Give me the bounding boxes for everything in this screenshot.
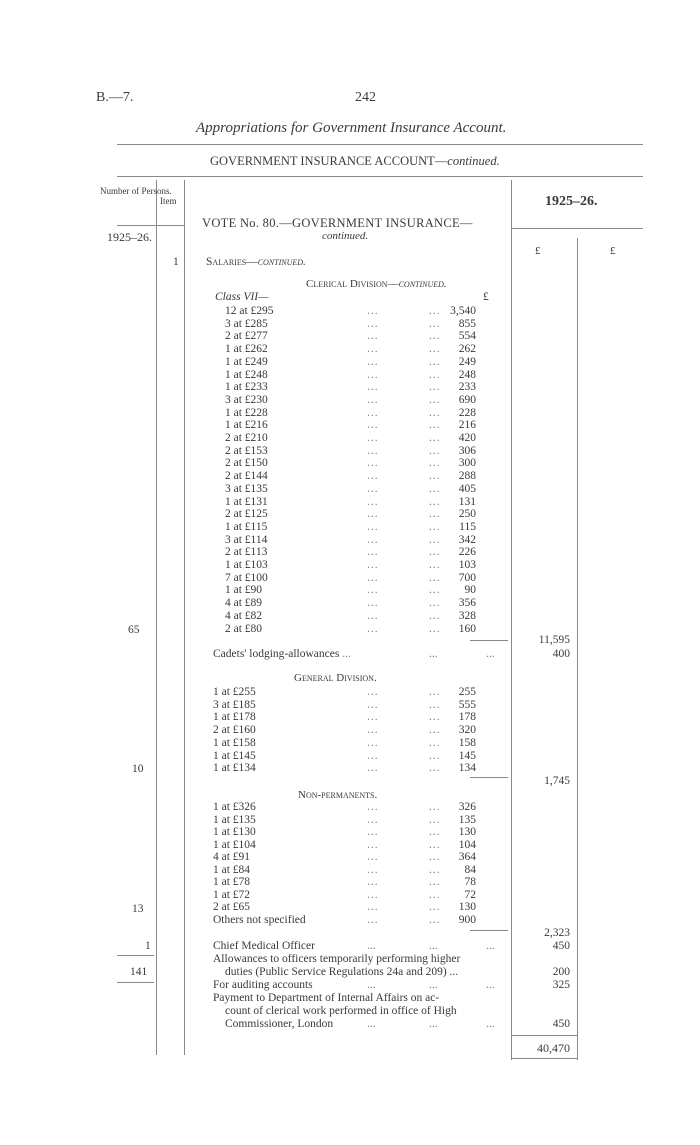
leader-dots: ... bbox=[429, 305, 441, 317]
vote-heading: VOTE No. 80.—GOVERNMENT INSURANCE— bbox=[202, 216, 473, 230]
clerical-row bbox=[0, 407, 700, 420]
leader-dots: ... bbox=[429, 584, 441, 597]
leader-dots: ... bbox=[429, 724, 441, 737]
leader-dots: ... bbox=[367, 711, 379, 724]
nonperm-row bbox=[0, 801, 700, 814]
leader-dots: ... bbox=[429, 571, 441, 584]
payment-line-3: Commissioner, London bbox=[225, 1018, 334, 1030]
leader-dots: ... bbox=[367, 762, 379, 775]
clerical-row-desc: 1 at £249 bbox=[225, 355, 268, 368]
header-rule-left bbox=[117, 225, 184, 226]
general-heading: General Division. bbox=[294, 672, 377, 684]
leader-dots: ... bbox=[429, 533, 441, 546]
leader-dots: ... bbox=[367, 724, 379, 737]
leader-dots: ... bbox=[429, 393, 441, 406]
payment-dots-2: ... bbox=[429, 1018, 438, 1030]
clerical-pound-sign: £ bbox=[483, 291, 489, 303]
grand-total-rule-top bbox=[511, 1035, 577, 1036]
clerical-heading bbox=[306, 278, 447, 290]
clerical-row bbox=[0, 369, 700, 382]
leader-dots: ... bbox=[429, 419, 441, 432]
cmo-dots-2: ... bbox=[429, 940, 438, 952]
clerical-row-amount: 262 bbox=[458, 343, 476, 356]
nonperm-row bbox=[0, 826, 700, 839]
clerical-row-desc: 2 at £113 bbox=[225, 546, 268, 559]
nonperm-row-amount: 135 bbox=[458, 813, 476, 826]
leader-dots: ... bbox=[429, 520, 441, 533]
leader-dots: ... bbox=[367, 508, 379, 521]
leader-dots: ... bbox=[429, 343, 441, 356]
nonperm-row-amount: 326 bbox=[458, 801, 476, 813]
leader-dots: ... bbox=[429, 851, 441, 863]
leader-dots: ... bbox=[429, 698, 441, 711]
document-reference: B.—7. bbox=[96, 90, 134, 105]
leader-dots: ... bbox=[367, 457, 379, 470]
leader-dots: ... bbox=[429, 686, 441, 698]
leader-dots: ... bbox=[429, 330, 441, 343]
general-row-amount: 178 bbox=[458, 711, 476, 724]
leader-dots: ... bbox=[367, 330, 379, 343]
clerical-row bbox=[0, 394, 700, 407]
clerical-row-desc: 1 at £131 bbox=[225, 495, 268, 508]
nonperm-row-desc: 1 at £130 bbox=[213, 826, 256, 838]
nonperm-row-amount: 130 bbox=[458, 826, 476, 838]
pound-sign-col1: £ bbox=[535, 245, 541, 257]
leader-dots: ... bbox=[367, 584, 379, 597]
clerical-row bbox=[0, 330, 700, 343]
clerical-row-desc: 1 at £233 bbox=[225, 381, 268, 394]
nonperm-subtotal: 2,323 bbox=[544, 927, 570, 939]
leader-dots: ... bbox=[429, 913, 441, 926]
leader-dots: ... bbox=[367, 406, 379, 419]
cadets-label bbox=[213, 648, 351, 660]
leader-dots: ... bbox=[367, 686, 379, 698]
clerical-row bbox=[0, 343, 700, 356]
allowances-amount: 200 bbox=[552, 966, 570, 978]
clerical-row bbox=[0, 534, 700, 547]
leader-dots: ... bbox=[367, 749, 379, 762]
leader-dots: ... bbox=[429, 863, 441, 876]
general-row bbox=[0, 762, 700, 775]
clerical-row-amount: 248 bbox=[458, 368, 476, 381]
leader-dots: ... bbox=[429, 457, 441, 470]
clerical-row bbox=[0, 584, 700, 597]
cadets-dots: ... bbox=[339, 648, 351, 660]
nonperm-row-amount: 130 bbox=[458, 901, 476, 913]
clerical-row-desc: 2 at £153 bbox=[225, 444, 268, 457]
leader-dots: ... bbox=[367, 913, 379, 926]
total-persons: 141 bbox=[130, 966, 148, 978]
cadets-text: Cadets' lodging-allowances bbox=[213, 648, 340, 660]
clerical-row-amount: 228 bbox=[458, 406, 476, 419]
leader-dots: ... bbox=[367, 571, 379, 584]
nonperm-persons: 13 bbox=[132, 903, 144, 915]
header-rule-right bbox=[511, 228, 643, 229]
clerical-row-amount: 342 bbox=[458, 533, 476, 546]
persons-column-header: Number of Persons. bbox=[100, 186, 172, 196]
leader-dots: ... bbox=[429, 876, 441, 888]
nonperm-row bbox=[0, 889, 700, 902]
item-number: 1 bbox=[173, 256, 179, 268]
clerical-row-desc: 4 at £82 bbox=[225, 609, 263, 622]
general-row-desc: 1 at £134 bbox=[213, 762, 256, 775]
cadets-dots-end: ... bbox=[486, 648, 495, 660]
vote-heading-cont: continued. bbox=[322, 230, 369, 242]
clerical-row bbox=[0, 610, 700, 623]
clerical-row-desc: 2 at £80 bbox=[225, 622, 263, 635]
general-row-desc: 1 at £255 bbox=[213, 686, 256, 698]
clerical-row-amount: 356 bbox=[458, 597, 476, 610]
leader-dots: ... bbox=[429, 381, 441, 394]
leader-dots: ... bbox=[367, 546, 379, 559]
general-row-desc: 1 at £145 bbox=[213, 749, 256, 762]
cmo-amount: 450 bbox=[552, 940, 570, 952]
general-row-desc: 1 at £178 bbox=[213, 711, 256, 724]
payment-line-1: Payment to Department of Internal Affairs on ac- bbox=[213, 992, 440, 1004]
persons-total-rule-bottom bbox=[117, 982, 154, 983]
leader-dots: ... bbox=[429, 482, 441, 495]
general-row-amount: 158 bbox=[458, 736, 476, 749]
leader-dots: ... bbox=[367, 851, 379, 863]
leader-dots: ... bbox=[367, 393, 379, 406]
clerical-row-amount: 233 bbox=[458, 381, 476, 394]
payment-dots-1: ... bbox=[367, 1018, 376, 1030]
clerical-row-desc: 2 at £144 bbox=[225, 470, 268, 483]
page-number: 242 bbox=[355, 90, 376, 105]
leader-dots: ... bbox=[429, 762, 441, 775]
general-row-amount: 145 bbox=[458, 749, 476, 762]
item-column-header: Item bbox=[160, 196, 177, 206]
clerical-persons: 65 bbox=[128, 624, 140, 636]
leader-dots: ... bbox=[367, 813, 379, 826]
nonperm-row-desc: 1 at £326 bbox=[213, 801, 256, 813]
clerical-row bbox=[0, 445, 700, 458]
leader-dots: ... bbox=[429, 736, 441, 749]
leader-dots: ... bbox=[429, 559, 441, 571]
clerical-row-amount: 300 bbox=[458, 457, 476, 470]
pound-sign-col2: £ bbox=[610, 245, 616, 257]
nonperm-row-desc: 1 at £78 bbox=[213, 876, 251, 888]
grand-total-rule-bottom bbox=[511, 1058, 577, 1059]
audit-dots-1: ... bbox=[367, 979, 376, 991]
leader-dots: ... bbox=[367, 368, 379, 381]
salaries-label: Salaries— bbox=[206, 256, 258, 268]
clerical-row-amount: 855 bbox=[458, 317, 476, 330]
nonperm-sum-rule bbox=[470, 930, 508, 931]
clerical-row-desc: 4 at £89 bbox=[225, 597, 263, 610]
clerical-subtotal: 11,595 bbox=[538, 634, 570, 646]
general-sum-rule bbox=[470, 777, 508, 778]
general-row bbox=[0, 750, 700, 763]
nonperm-row-amount: 104 bbox=[458, 838, 476, 851]
leader-dots: ... bbox=[367, 622, 379, 635]
leader-dots: ... bbox=[429, 597, 441, 610]
clerical-row bbox=[0, 597, 700, 610]
general-row-amount: 555 bbox=[458, 698, 476, 711]
nonperm-row-amount: 72 bbox=[464, 888, 476, 901]
account-heading-main: GOVERNMENT INSURANCE ACCOUNT— bbox=[210, 154, 448, 168]
clerical-row-amount: 226 bbox=[458, 546, 476, 559]
clerical-row-amount: 250 bbox=[458, 508, 476, 521]
leader-dots: ... bbox=[367, 901, 379, 913]
clerical-row bbox=[0, 318, 700, 331]
payment-amount: 450 bbox=[552, 1018, 570, 1030]
clerical-row bbox=[0, 381, 700, 394]
clerical-row-amount: 554 bbox=[458, 330, 476, 343]
persons-total-rule-top bbox=[117, 955, 154, 956]
payment-line-2: count of clerical work performed in office of High bbox=[225, 1005, 457, 1017]
leader-dots: ... bbox=[429, 749, 441, 762]
general-persons: 10 bbox=[132, 763, 144, 775]
nonperm-row-amount: 84 bbox=[464, 863, 476, 876]
general-subtotal: 1,745 bbox=[544, 775, 570, 787]
clerical-row-desc: 3 at £230 bbox=[225, 393, 268, 406]
clerical-row bbox=[0, 356, 700, 369]
nonperm-row-amount: 364 bbox=[458, 851, 476, 863]
nonperm-row-desc: Others not specified bbox=[213, 913, 306, 926]
clerical-row-amount: 306 bbox=[458, 444, 476, 457]
persons-year: 1925–26. bbox=[107, 230, 152, 244]
clerical-row bbox=[0, 470, 700, 483]
leader-dots: ... bbox=[367, 736, 379, 749]
leader-dots: ... bbox=[367, 381, 379, 394]
general-row-desc: 1 at £158 bbox=[213, 736, 256, 749]
salaries-heading bbox=[206, 256, 306, 268]
clerical-row-amount: 420 bbox=[458, 432, 476, 444]
clerical-row-amount: 328 bbox=[458, 609, 476, 622]
clerical-row bbox=[0, 496, 700, 509]
clerical-row-amount: 690 bbox=[458, 393, 476, 406]
grand-total: 40,470 bbox=[537, 1041, 570, 1055]
general-row-amount: 255 bbox=[458, 686, 476, 698]
leader-dots: ... bbox=[429, 355, 441, 368]
clerical-row bbox=[0, 432, 700, 445]
leader-dots: ... bbox=[367, 419, 379, 432]
nonperm-row-desc: 1 at £104 bbox=[213, 838, 256, 851]
class-label: Class VII— bbox=[215, 291, 269, 303]
leader-dots: ... bbox=[367, 838, 379, 851]
leader-dots: ... bbox=[367, 305, 379, 317]
clerical-sum-rule bbox=[470, 640, 508, 641]
clerical-row-amount: 103 bbox=[458, 559, 476, 571]
leader-dots: ... bbox=[429, 826, 441, 838]
clerical-row-amount: 249 bbox=[458, 355, 476, 368]
clerical-row bbox=[0, 572, 700, 585]
allowances-line-1: Allowances to officers temporarily performing higher bbox=[213, 953, 461, 965]
clerical-row-desc: 2 at £210 bbox=[225, 432, 268, 444]
nonperm-row bbox=[0, 839, 700, 852]
leader-dots: ... bbox=[429, 888, 441, 901]
leader-dots: ... bbox=[367, 597, 379, 610]
cmo-dots-1: ... bbox=[367, 940, 376, 952]
leader-dots: ... bbox=[429, 609, 441, 622]
clerical-row-desc: 3 at £285 bbox=[225, 317, 268, 330]
clerical-row-desc: 1 at £228 bbox=[225, 406, 268, 419]
audit-label: For auditing accounts bbox=[213, 979, 313, 991]
cmo-dots-3: ... bbox=[486, 940, 495, 952]
clerical-row-desc: 2 at £125 bbox=[225, 508, 268, 521]
general-row-amount: 134 bbox=[458, 762, 476, 775]
leader-dots: ... bbox=[367, 343, 379, 356]
leader-dots: ... bbox=[429, 470, 441, 483]
clerical-row-desc: 1 at £103 bbox=[225, 559, 268, 571]
clerical-row-amount: 216 bbox=[458, 419, 476, 432]
title-rule bbox=[117, 144, 643, 145]
leader-dots: ... bbox=[429, 368, 441, 381]
clerical-row bbox=[0, 305, 700, 318]
cadets-amount: 400 bbox=[552, 648, 570, 660]
leader-dots: ... bbox=[367, 888, 379, 901]
leader-dots: ... bbox=[367, 863, 379, 876]
clerical-row-amount: 90 bbox=[464, 584, 476, 597]
clerical-row-desc: 3 at £114 bbox=[225, 533, 268, 546]
year-column-header: 1925–26. bbox=[545, 194, 598, 209]
clerical-row-amount: 115 bbox=[459, 520, 476, 533]
clerical-cont: continued. bbox=[398, 278, 447, 290]
audit-amount: 325 bbox=[552, 979, 570, 991]
cmo-persons: 1 bbox=[145, 940, 151, 952]
clerical-row-desc: 1 at £90 bbox=[225, 584, 263, 597]
clerical-row-amount: 3,540 bbox=[450, 305, 476, 317]
page-title: Appropriations for Government Insurance Account. bbox=[196, 120, 507, 136]
allowances-line-2: duties (Public Service Regulations 24a and 209) ... bbox=[225, 966, 459, 978]
leader-dots: ... bbox=[367, 317, 379, 330]
clerical-row-desc: 7 at £100 bbox=[225, 571, 268, 584]
leader-dots: ... bbox=[367, 355, 379, 368]
table-top-rule bbox=[117, 176, 643, 177]
cadets-dots-mid: ... bbox=[429, 648, 438, 660]
leader-dots: ... bbox=[367, 470, 379, 483]
clerical-row bbox=[0, 483, 700, 496]
clerical-row-amount: 700 bbox=[458, 571, 476, 584]
leader-dots: ... bbox=[429, 838, 441, 851]
leader-dots: ... bbox=[367, 444, 379, 457]
clerical-row-desc: 2 at £277 bbox=[225, 330, 268, 343]
leader-dots: ... bbox=[367, 698, 379, 711]
leader-dots: ... bbox=[367, 482, 379, 495]
leader-dots: ... bbox=[367, 520, 379, 533]
leader-dots: ... bbox=[367, 609, 379, 622]
general-row bbox=[0, 737, 700, 750]
clerical-row bbox=[0, 419, 700, 432]
leader-dots: ... bbox=[367, 432, 379, 444]
leader-dots: ... bbox=[429, 495, 441, 508]
clerical-row bbox=[0, 457, 700, 470]
nonperm-row bbox=[0, 864, 700, 877]
clerical-row-amount: 160 bbox=[458, 622, 476, 635]
general-row bbox=[0, 699, 700, 712]
nonperm-heading: Non-permanents. bbox=[298, 789, 378, 801]
nonperm-row-amount: 900 bbox=[458, 913, 476, 926]
leader-dots: ... bbox=[429, 801, 441, 813]
clerical-row bbox=[0, 559, 700, 572]
clerical-row-desc: 1 at £248 bbox=[225, 368, 268, 381]
clerical-row-amount: 131 bbox=[458, 495, 476, 508]
nonperm-row-desc: 4 at £91 bbox=[213, 851, 251, 863]
account-heading bbox=[210, 154, 500, 169]
nonperm-row bbox=[0, 851, 700, 864]
salaries-cont: continued. bbox=[257, 256, 306, 268]
clerical-row-desc: 12 at £295 bbox=[225, 305, 274, 317]
clerical-row bbox=[0, 623, 700, 636]
leader-dots: ... bbox=[367, 495, 379, 508]
general-row-amount: 320 bbox=[458, 724, 476, 737]
clerical-row bbox=[0, 508, 700, 521]
leader-dots: ... bbox=[429, 444, 441, 457]
leader-dots: ... bbox=[367, 533, 379, 546]
nonperm-row-desc: 1 at £84 bbox=[213, 863, 251, 876]
leader-dots: ... bbox=[429, 711, 441, 724]
leader-dots: ... bbox=[429, 317, 441, 330]
cmo-label: Chief Medical Officer bbox=[213, 940, 315, 952]
clerical-row-amount: 288 bbox=[458, 470, 476, 483]
leader-dots: ... bbox=[367, 876, 379, 888]
leader-dots: ... bbox=[429, 546, 441, 559]
clerical-row-desc: 1 at £262 bbox=[225, 343, 268, 356]
leader-dots: ... bbox=[367, 559, 379, 571]
clerical-row-desc: 1 at £216 bbox=[225, 419, 268, 432]
leader-dots: ... bbox=[429, 508, 441, 521]
general-row-desc: 2 at £160 bbox=[213, 724, 256, 737]
leader-dots: ... bbox=[429, 622, 441, 635]
clerical-row-desc: 1 at £115 bbox=[225, 520, 268, 533]
general-row bbox=[0, 711, 700, 724]
nonperm-row bbox=[0, 914, 700, 927]
general-row bbox=[0, 686, 700, 699]
clerical-row-desc: 2 at £150 bbox=[225, 457, 268, 470]
leader-dots: ... bbox=[429, 406, 441, 419]
nonperm-row-desc: 1 at £135 bbox=[213, 813, 256, 826]
general-row bbox=[0, 724, 700, 737]
clerical-row-desc: 3 at £135 bbox=[225, 482, 268, 495]
leader-dots: ... bbox=[367, 801, 379, 813]
leader-dots: ... bbox=[429, 901, 441, 913]
leader-dots: ... bbox=[429, 813, 441, 826]
nonperm-row bbox=[0, 876, 700, 889]
leader-dots: ... bbox=[429, 432, 441, 444]
clerical-row bbox=[0, 546, 700, 559]
nonperm-row-amount: 78 bbox=[464, 876, 476, 888]
general-row-desc: 3 at £185 bbox=[213, 698, 256, 711]
nonperm-row bbox=[0, 901, 700, 914]
clerical-row bbox=[0, 521, 700, 534]
clerical-label: Clerical Division— bbox=[306, 278, 399, 290]
payment-dots-3: ... bbox=[486, 1018, 495, 1030]
account-heading-cont: continued. bbox=[447, 154, 500, 168]
nonperm-row-desc: 1 at £72 bbox=[213, 888, 251, 901]
leader-dots: ... bbox=[367, 826, 379, 838]
audit-dots-3: ... bbox=[486, 979, 495, 991]
clerical-row-amount: 405 bbox=[458, 482, 476, 495]
nonperm-row-desc: 2 at £65 bbox=[213, 901, 251, 913]
audit-dots-2: ... bbox=[429, 979, 438, 991]
nonperm-row bbox=[0, 814, 700, 827]
